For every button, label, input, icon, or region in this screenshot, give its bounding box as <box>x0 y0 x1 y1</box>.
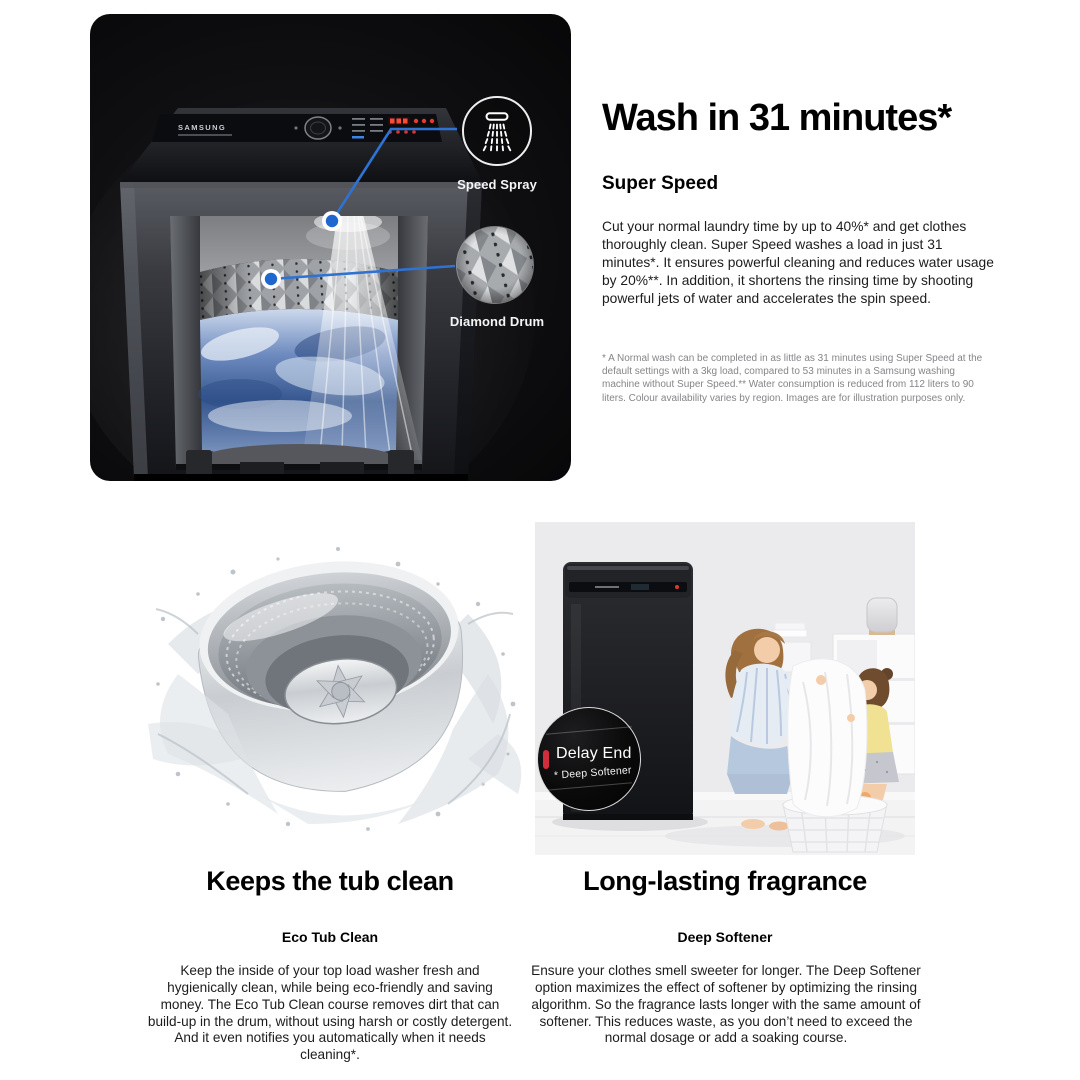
diamond-drum-label: Diamond Drum <box>449 314 545 329</box>
delay-end-badge <box>537 707 641 811</box>
speed-spray-label: Speed Spray <box>457 177 537 192</box>
eco-tub-clean-subtitle: Eco Tub Clean <box>281 929 379 945</box>
diamond-drum-callout <box>456 226 534 304</box>
badge-title: Delay End <box>556 745 632 762</box>
feature-name-super-speed: Super Speed <box>602 173 719 194</box>
deep-softener-subtitle: Deep Softener <box>677 929 773 945</box>
headline: Wash in 31 minutes* <box>602 97 952 139</box>
badge-subtitle: * Deep Softener <box>553 764 633 782</box>
eco-tub-clean-title: Keeps the tub clean <box>206 866 454 896</box>
speed-spray-callout <box>462 96 532 166</box>
hero-panel <box>90 14 571 481</box>
disclaimer-text: * A Normal wash can be completed in as little as 31 minutes using Super Speed at the default settings with a 3kg load, compared to 53 minutes in a Samsung washing machine without Super Speed.** Water consumption is reduced from 112 liters to 90 liters. Colour availability varies by region. Images are for illustration purposes only. <box>602 353 983 404</box>
deep-softener-description: Ensure your clothes smell sweeter for longer. The Deep Softener option maximizes the effect of softener by optimizing the rinsing algorithm. So the fragrance lasts longer with the same amount of softener. This reduces waste, as you don’t need to exceed the normal dosage or add a soaking course. <box>531 963 921 1046</box>
tub-splash-image <box>138 524 530 842</box>
samsung-logo: SAMSUNG <box>178 123 227 132</box>
badge-red-indicator <box>543 750 549 769</box>
eco-tub-clean-description: Keep the inside of your top load washer fresh and hygienically clean, while being eco-friendly and saving money. The Eco Tub Clean course removes dirt that can build-up in the drum, without using harsh or costly detergent. And it even notifies you automatically when it needs cleaning*. <box>147 963 513 1063</box>
badge-reflection-line <box>546 726 632 734</box>
badge-reflection-line <box>546 782 632 790</box>
deep-softener-title: Long-lasting fragrance <box>583 866 867 896</box>
diamond-drum-texture <box>457 226 533 304</box>
shower-spray-icon <box>468 102 526 160</box>
super-speed-description: Cut your normal laundry time by up to 40%* and get clothes thoroughly clean. Super Speed washes a load in just 31 minutes*. It ensures powerful cleaning and reduces water usage by 20%**. In addition, it shortens the rinsing time by shooting powerful jets of water and accelerates the spin speed. <box>602 219 994 306</box>
